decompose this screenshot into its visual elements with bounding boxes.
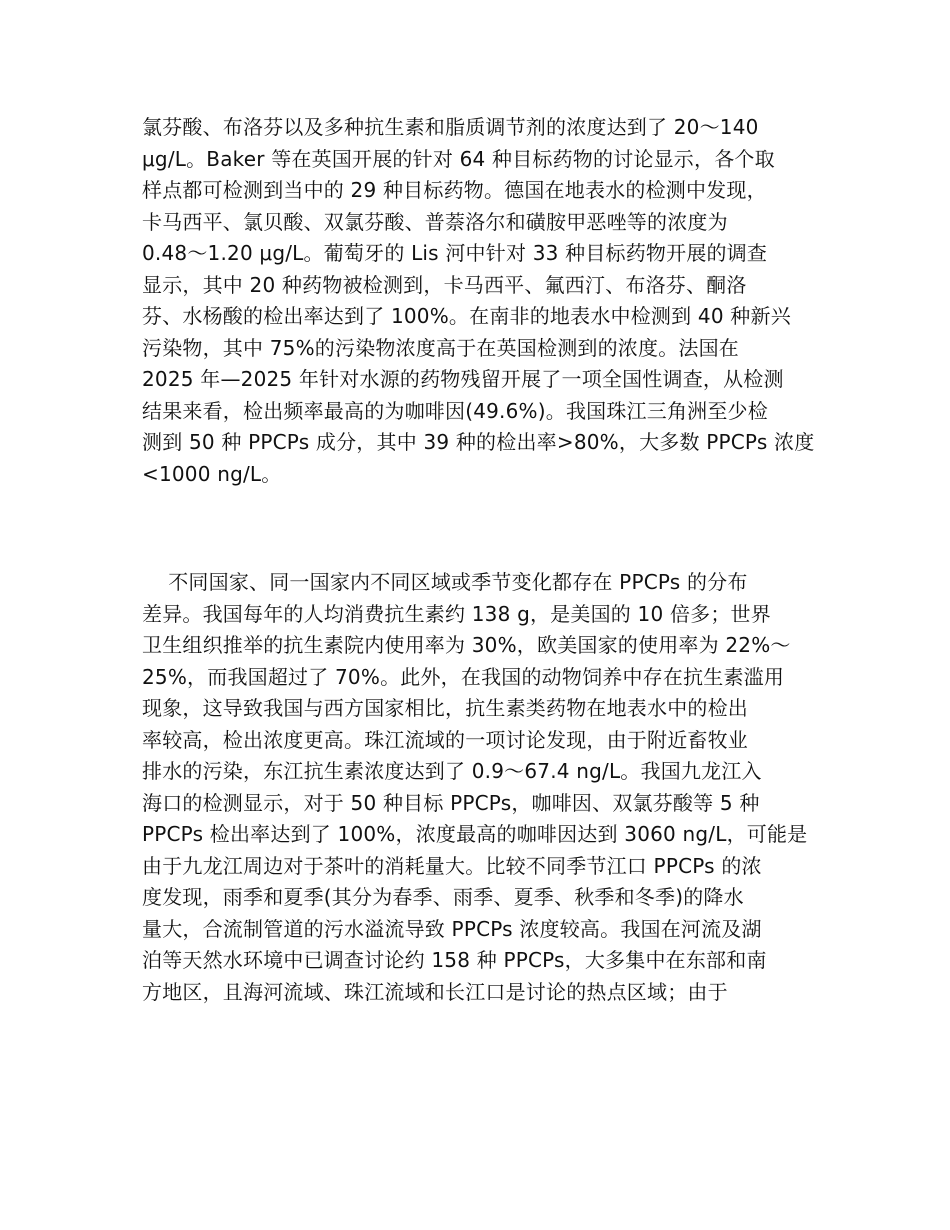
text-line: 2025 年—2025 年针对水源的药物残留开展了一项全国性调查，从检测 [142, 367, 784, 391]
text-line: 度发现，雨季和夏季(其分为春季、雨季、夏季、秋季和冬季)的降水 [142, 885, 744, 909]
text-line: 25%，而我国超过了 70%。此外，在我国的动物饲养中存在抗生素滥用 [142, 664, 785, 689]
text-line: 率较高，检出浓度更高。珠江流域的一项讨论发现，由于附近畜牧业 [142, 727, 748, 752]
text-line: 方地区，且海河流域、珠江流域和长江口是讨论的热点区域；由于 [142, 979, 728, 1004]
paragraph-2 [142, 567, 810, 1008]
text-line: 泊等天然水环境中已调查讨论约 158 种 PPCPs，大多集中在东部和南 [142, 948, 767, 972]
text-line: 差异。我国每年的人均消费抗生素约 138 g，是美国的 10 倍多；世界 [142, 601, 771, 626]
text-line: 现象，这导致我国与西方国家相比，抗生素类药物在地表水中的检出 [142, 696, 748, 720]
text-line: 显示，其中 20 种药物被检测到，卡马西平、氟西汀、布洛芬、酮洛 [142, 272, 747, 297]
text-line: PPCPs 检出率达到了 100%，浓度最高的咖啡因达到 3060 ng/L，可能是 [142, 822, 808, 846]
text-line: 污染物，其中 75%的污染物浓度高于在英国检测到的浓度。法国在 [142, 335, 740, 360]
text-line: 量大，合流制管道的污水溢流导致 PPCPs 浓度较高。我国在河流及湖 [142, 916, 762, 941]
text-line: 0.48～1.20 μg/L。葡萄牙的 Lis 河中针对 33 种目标药物开展的调查 [142, 241, 768, 265]
text-line: 氯芬酸、布洛芬以及多种抗生素和脂质调节剂的浓度达到了 20～140 [142, 115, 759, 139]
text-line: 不同国家、同一国家内不同区域或季节变化都存在 PPCPs 的分布 [142, 570, 748, 594]
text-line: 卡马西平、氯贝酸、双氯芬酸、普萘洛尔和磺胺甲恶唑等的浓度为 [142, 209, 728, 234]
text-line: 卫生组织推举的抗生素院内使用率为 30%，欧美国家的使用率为 22%～ [142, 633, 791, 657]
text-line: <1000 ng/L。 [142, 461, 282, 486]
text-line: 测到 50 种 PPCPs 成分，其中 39 种的检出率>80%，大多数 PPCPs 浓度 [142, 430, 815, 454]
text-line: 由于九龙江周边对于茶叶的消耗量大。比较不同季节江口 PPCPs 的浓 [142, 853, 762, 878]
text-line: 芬、水杨酸的检出率达到了 100%。在南非的地表水中检测到 40 种新兴 [142, 304, 791, 328]
text-line: 样点都可检测到当中的 29 种目标药物。德国在地表水的检测中发现， [142, 178, 767, 202]
text-line: μg/L。Baker 等在英国开展的针对 64 种目标药物的讨论显示，各个取 [142, 146, 775, 171]
text-line: 结果来看，检出频率最高的为咖啡因(49.6%)。我国珠江三角洲至少检 [142, 398, 768, 423]
text-line: 海口的检测显示，对于 50 种目标 PPCPs，咖啡因、双氯芬酸等 5 种 [142, 790, 760, 815]
text-line: 排水的污染，东江抗生素浓度达到了 0.9～67.4 ng/L。我国九龙江入 [142, 759, 762, 783]
paragraph-1 [142, 112, 815, 490]
